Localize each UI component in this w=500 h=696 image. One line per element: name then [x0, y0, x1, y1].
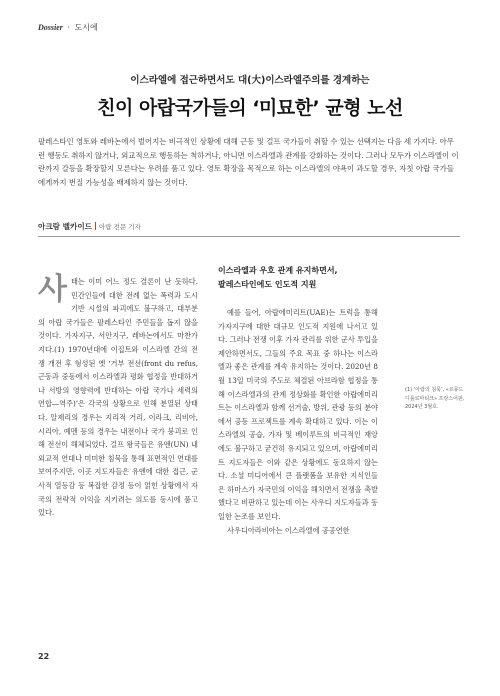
body-paragraph: 예를 들어, 아랍에미리트(UAE)는 트럭을 통해 가자지구에 대한 대규모 인도적 지원에 나서고 있다. 그러나 전쟁 이후 가자 관리를 위한 군사 투입을 제안하면서도, 그들의 주요 목표 중 하나는 이스라엘과 좋은 관계를 계속 유지하는 것이다. 2020년 8월 13일 미국의 주도로 체결된 아브라함 협정을 통해 이스라엘과의 관계 정상화를 확인한 아랍에미리트는 이스라엘과 함께 선거술, 방위, 관광 등의 분야에서 공동 프로젝트를 계속 확대하고 있다. 이는 이스라엘의 공습, 가자 및 베이루트의 비극적인 재앙에도 불구하고 굳건히 유지되고 있으며, 아랍에미리트 지도자들은 이와 같은 상황에도 동요하지 않는다. 소셜 미디어에서 큰 플랫폼을 보유한 지식인들은 하마스가 자국민의 이익을 해치면서 전쟁을 촉발했다고 비판하고 있는데 이는 사우디 지도자들과 동일한 논조를 보인다.	[218, 308, 378, 521]
lead-paragraph: 팔레스타인 영토와 레바논에서 벌어지는 비극적인 상황에 대해 근동 및 걸프 국가들이 취할 수 있는 선택지는 다음 세 가지다. 아무런 행동도 취하지 않거나, 외교적으로 행동하는 척하거나, 아니면 이스라엘과 관계를 강화하는 것이다. 그러나 모두가 이스라엘이 이란까지 갈등을 확장할지 모른다는 우려를 품고 있다. 영토 확장을 목적으로 하는 이스라엘의 야욕이 과도할 경우, 자칫 아랍 국가들에게까지 번질 가능성을 배제하지 않는 것이다.	[38, 137, 459, 187]
section-header	[38, 22, 98, 33]
author-name: 아크람 벨카이드	[38, 222, 92, 231]
header-separator: ·	[67, 23, 70, 32]
article-lead	[38, 135, 460, 189]
byline-rule	[38, 236, 460, 237]
section-name: Dossier	[38, 23, 63, 32]
author-byline	[38, 221, 141, 232]
body-column-middle	[218, 264, 378, 537]
byline-divider	[95, 222, 96, 230]
author-role: 아랍 전문 기자	[99, 223, 141, 231]
article-title: 친이 아랍국가들의 ‘미묘한’ 균형 노선	[97, 97, 403, 119]
section-topic: 도시에	[74, 23, 98, 32]
body-paragraph: 사우디아라비아는 이스라엘에 공공연한	[227, 525, 350, 535]
body-paragraph: 태는 이미 어느 정도 결론이 난 듯하다. 민간인들에 대한 전례 없는 폭력과 도시 기반 시설의 파괴에도 불구하고, 대부분의 아랍 국가들은 팔레스타인 주민들을 돕지 않을 것이다. 가자지구, 서안지구, 레바논에서도 마찬가지다.(1) 1970년대에 이집트와 이스라엘 간의 전쟁 개전 후 형성된 옛 ‘거부 전선(front du refus, 근동과 중동에서 이스라엘과 평화 협정을 반대하거나 서방의 영향력에 반대하는 아랍 국가나 세력의 연합―역주)’은 각국의 상황으로 인해 분열된 상태다. 알제리의 경우는 지리적 거리, 이라크, 리비아, 시리아, 예멘 등의 경우는 내전이나 국가 붕괴로 인해 전선이 해체되었다. 걸프 왕국들은 유엔(UN) 내 외교적 연대나 미미한 침묵을 통해 표면적인 연대를 보여주지만, 이곳 지도자들은 유엔에 대한 접근, 군사적 열등감 등 복잡한 감정 등이 얽힌 상황에서 자국의 전략적 이익을 지키려는 의도를 동시에 품고 있다.	[38, 277, 198, 518]
drop-cap: 사	[38, 272, 67, 307]
body-column-left	[38, 272, 198, 520]
section-subhead	[218, 264, 378, 292]
subhead-line-1: 이스라엘과 우호 관계 유지하면서,	[218, 266, 338, 275]
page-number: 22	[38, 652, 50, 661]
footnote: (1) ‘아랍의 침묵’, «르몽드 디플로마티크» 프랑스어판, 2024년 3월호.	[405, 387, 465, 410]
article-subtitle: 이스라엘에 접근하면서도 대(大)이스라엘주의를 경계하는	[130, 75, 370, 86]
subhead-line-2: 팔레스타인에도 인도적 지원	[218, 280, 317, 289]
